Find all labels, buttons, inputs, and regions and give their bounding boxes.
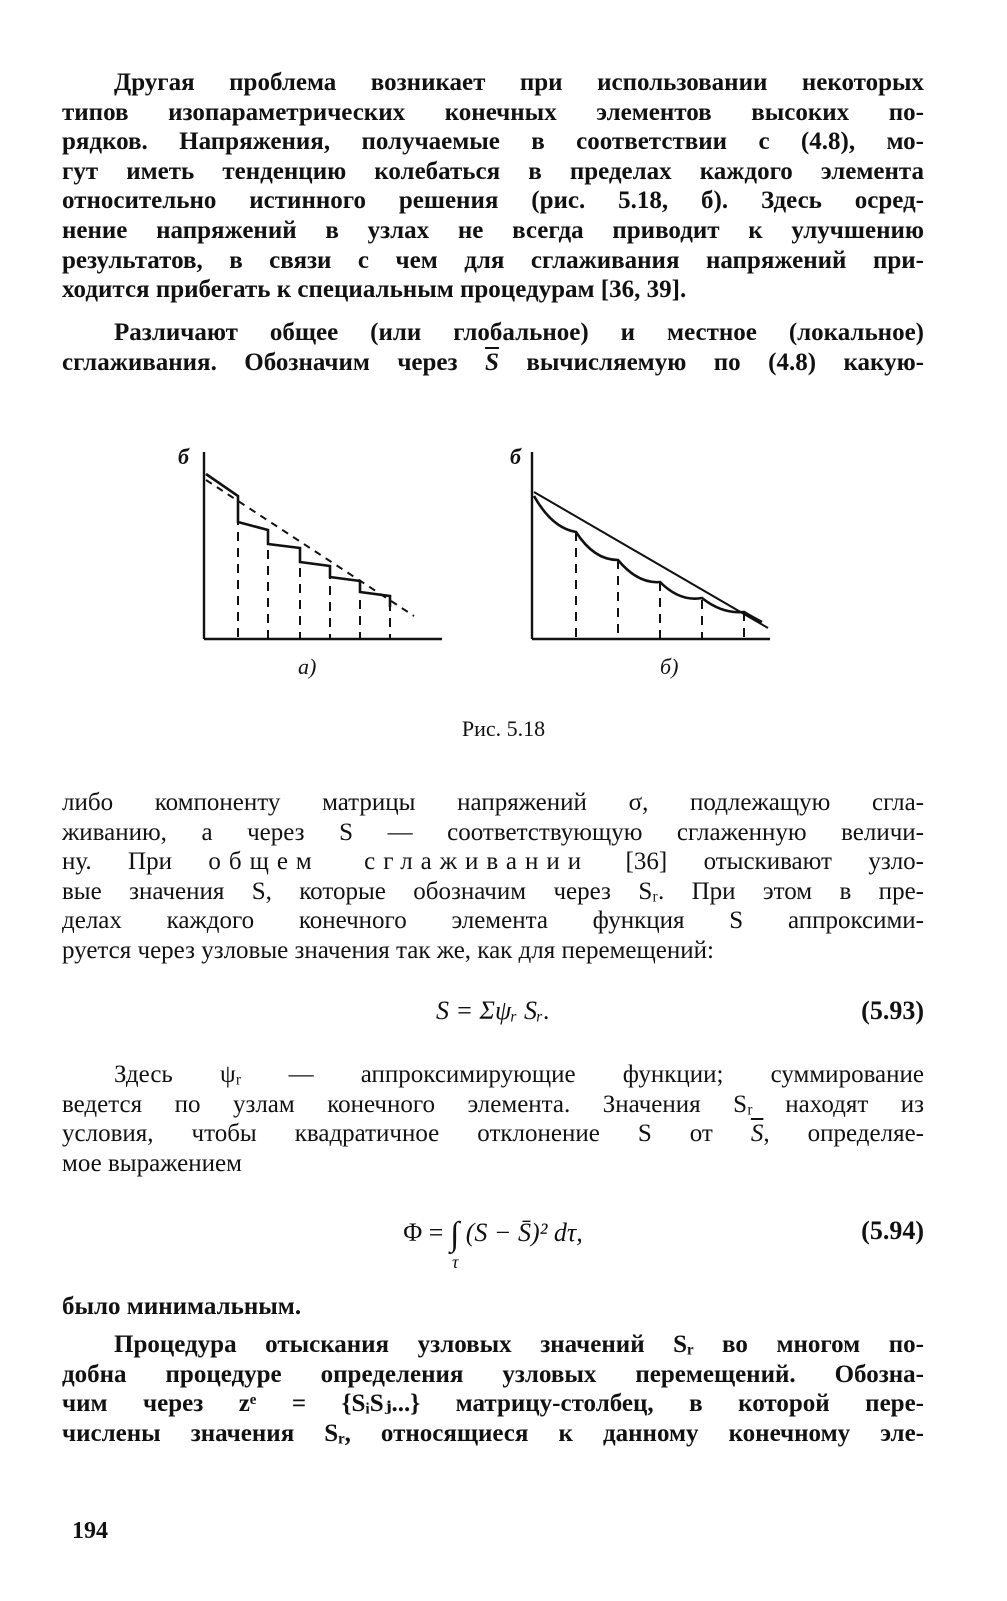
text-segment: , определяе- — [763, 1120, 924, 1148]
paragraph-2 — [62, 318, 924, 377]
panel-b — [532, 452, 770, 639]
paragraph-4 — [62, 1060, 924, 1178]
text-line: ходится прибегать к специальным процедурам [36, 39]. — [62, 276, 687, 304]
equation-5-93 — [62, 996, 924, 1030]
integral-glyph: ∫ — [449, 1216, 460, 1253]
text-line: было минимальным. — [62, 1293, 302, 1320]
axis-label-a: б — [178, 444, 189, 469]
integral-sign — [449, 1216, 460, 1272]
text-segment: вычисляемую по (4.8) какую- — [498, 348, 924, 376]
text-line: мое выражением — [62, 1149, 242, 1177]
equation-5-94 — [62, 1216, 924, 1276]
integral-limit: τ — [451, 1252, 459, 1272]
page-number: 194 — [72, 1518, 108, 1544]
text-line: руется через узловые значения так же, как для перемещений: — [62, 936, 714, 964]
element-dividers-a — [238, 516, 390, 639]
equation-number: (5.94) — [861, 1216, 924, 1245]
equation-rhs: (S − S̄)² dτ, — [465, 1218, 583, 1247]
subcaption-a: а) — [298, 654, 317, 679]
text-line: Процедура отыскания узловых значений Sᵣ во многом по- — [114, 1331, 924, 1358]
text-segment: условия, чтобы квадратичное отклонение S от — [62, 1120, 751, 1148]
text-line: типов изопараметрических конечных элементов высоких по- — [62, 98, 924, 126]
element-dividers-b — [576, 532, 744, 639]
text-line — [62, 1119, 924, 1149]
equation-body — [62, 1216, 924, 1272]
text-segment: ну. При — [62, 848, 209, 876]
paragraph-3 — [62, 788, 924, 966]
text-line: добна процедуре определения узловых перемещений. Обозна- — [62, 1360, 924, 1388]
text-line: результатов, в связи с чем для сглаживания напряжений при- — [62, 246, 924, 274]
text-line: Различают общее (или глобальное) и местное (локальное) — [114, 319, 924, 346]
paragraph-6 — [62, 1330, 924, 1448]
equation-lhs: Φ = — [403, 1218, 450, 1247]
text-line: рядков. Напряжения, получаемые в соответствии с (4.8), мо- — [62, 128, 924, 156]
s-bar-symbol: $\overline{S}$ — [750, 1120, 764, 1148]
text-line: Другая проблема возникает при использовании некоторых — [114, 69, 924, 96]
text-line: вые значения S, которые обозначим через Sᵣ. При этом в пре- — [62, 877, 924, 905]
text-segment: [36] отыскивают узло- — [589, 848, 924, 876]
text-line: Здесь ψᵣ — аппроксимирующие функции; суммирование — [114, 1061, 924, 1088]
true-solution-line-b — [534, 492, 768, 628]
text-line: нение напряжений в узлах не всегда приводит к улучшению — [62, 216, 924, 244]
figure-caption: Рис. 5.18 — [461, 716, 546, 741]
figure-svg — [180, 432, 800, 692]
equation-body: S = Σψᵣ Sᵣ. — [436, 996, 550, 1025]
subcaption-b: б) — [660, 654, 679, 679]
text-line: делах каждого конечного элемента функция S аппроксими- — [62, 907, 924, 935]
text-line: относительно истинного решения (рис. 5.18, б). Здесь осред- — [62, 187, 924, 215]
text-line: ведется по узлам конечного элемента. Значения Sᵣ находят из — [62, 1090, 924, 1118]
panel-a — [204, 452, 442, 639]
paragraph-5 — [62, 1292, 924, 1322]
equation-number: (5.93) — [861, 996, 924, 1025]
paragraph-1 — [62, 68, 924, 305]
text-line: чим через zᵉ = {SᵢSⱼ...} матрицу-столбец, в которой пере- — [62, 1390, 924, 1418]
text-line: гут иметь тенденцию колебаться в пределах каждого элемента — [62, 157, 924, 185]
spaced-term: общем сглаживании — [208, 848, 590, 876]
text-line: живанию, а через S — соответствующую сглаженную величи- — [62, 818, 924, 846]
s-bar-symbol: $\overline{S}$ — [485, 348, 499, 376]
text-line: числены значения Sᵣ, относящиеся к данному конечному эле- — [62, 1419, 924, 1447]
figure-5-18 — [180, 432, 800, 692]
text-line — [62, 348, 924, 378]
text-line: либо компоненту матрицы напряжений σ, подлежащую сгла- — [62, 789, 924, 816]
axis-label-b: б — [510, 444, 521, 469]
text-line — [62, 847, 924, 877]
text-segment: сглаживания. Обозначим через — [62, 348, 486, 376]
